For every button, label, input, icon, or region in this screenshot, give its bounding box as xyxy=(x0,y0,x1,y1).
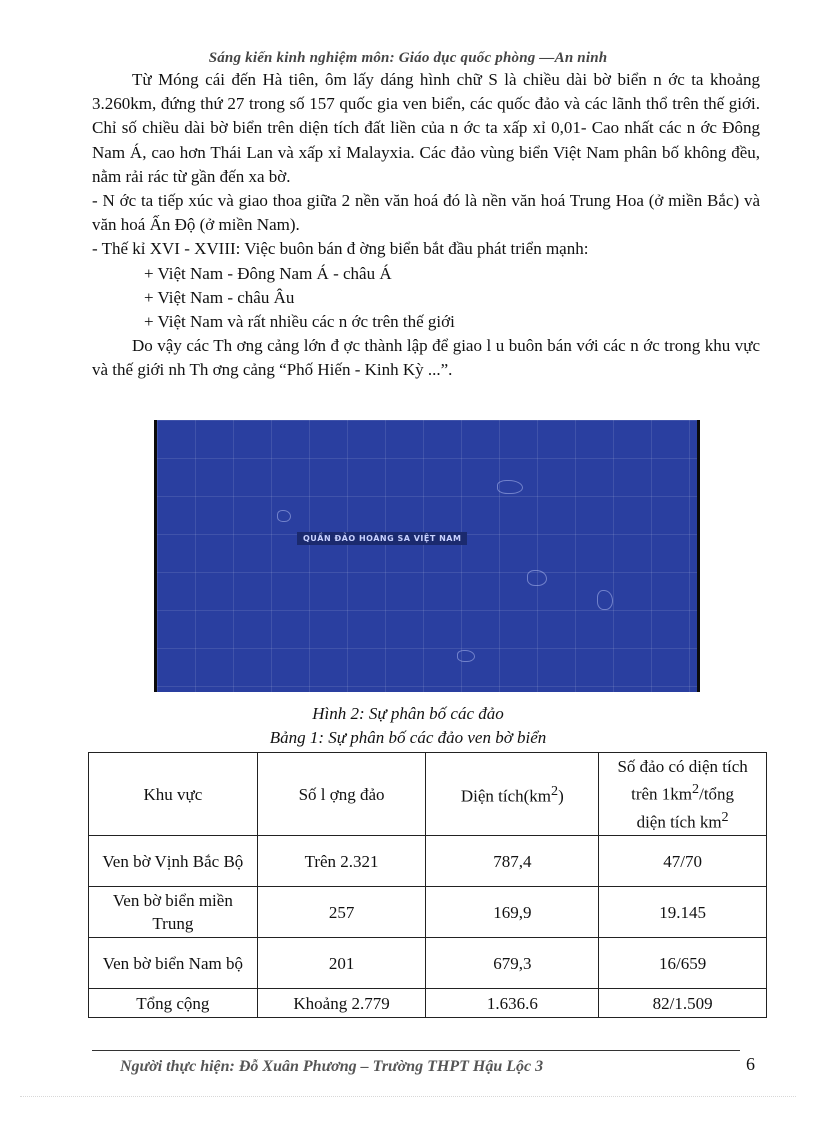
island-shape xyxy=(527,570,547,586)
cell-region: Ven bờ Vịnh Bắc Bộ xyxy=(89,836,258,887)
cell-area: 169,9 xyxy=(426,887,599,938)
table-row xyxy=(89,887,767,938)
page-header: Sáng kiến kinh nghiệm môn: Giáo dục quốc phòng —An ninh xyxy=(208,50,608,66)
cell-area: 787,4 xyxy=(426,836,599,887)
island-shape xyxy=(497,480,523,494)
page-edge-dotted-line xyxy=(20,1096,796,1097)
paragraph-ports: Do vậy các Th ơng cảng lớn đ ợc thành lập để giao l u buôn bán với các n ớc trong khu vực và thế giới nh Th ơng cảng “Phố Hiến - Kinh Kỳ ...”. xyxy=(92,336,760,380)
figure-caption: Hình 2: Sự phân bố các đảo xyxy=(312,704,504,723)
map-label: QUẦN ĐẢO HOÀNG SA VIỆT NAM xyxy=(297,532,467,545)
body-text xyxy=(92,68,760,383)
islands-map-figure xyxy=(154,420,700,692)
paragraph-culture: - N ớc ta tiếp xúc và giao thoa giữa 2 nền văn hoá đó là nền văn hoá Trung Hoa (ở miền Bắc) và văn hoá Ấn Độ (ở miền Nam). xyxy=(92,191,760,235)
table-row xyxy=(89,938,767,989)
table-row xyxy=(89,836,767,887)
trade-item-world: + Việt Nam và rất nhiều các n ớc trên thế giới xyxy=(144,312,455,332)
table-header-row xyxy=(89,753,767,836)
table-total-row xyxy=(89,989,767,1018)
header-count: Số l ợng đảo xyxy=(257,753,426,836)
cell-count: Khoảng 2.779 xyxy=(257,989,426,1018)
cell-ratio: 82/1.509 xyxy=(599,989,767,1018)
cell-area: 1.636.6 xyxy=(426,989,599,1018)
cell-region: Ven bờ biển miền Trung xyxy=(89,887,258,938)
cell-ratio: 16/659 xyxy=(599,938,767,989)
header-area: Diện $tích(km^2)$ xyxy=(426,753,599,836)
cell-ratio: 47/70 xyxy=(599,836,767,887)
header-ratio: Số đảo có diện tích trên $1km^2$/tổng diện tích $km^2$ xyxy=(599,753,767,836)
island-shape xyxy=(457,650,475,662)
page-number: 6 xyxy=(746,1054,755,1074)
header-region: Khu vực xyxy=(89,753,258,836)
footer-author: Người thực hiện: Đỗ Xuân Phương – Trường THPT Hậu Lộc 3 xyxy=(120,1058,544,1075)
island-shape xyxy=(597,590,613,610)
cell-area: 679,3 xyxy=(426,938,599,989)
cell-count: 201 xyxy=(257,938,426,989)
islands-table xyxy=(88,752,767,1018)
table-caption: Bảng 1: Sự phân bố các đảo ven bờ biển xyxy=(269,728,547,747)
cell-count: Trên 2.321 xyxy=(257,836,426,887)
trade-item-asia: + Việt Nam - Đông Nam Á - châu Á xyxy=(144,263,392,283)
cell-region: Ven bờ biển Nam bộ xyxy=(89,938,258,989)
paragraph-trade: - Thế kỉ XVI - XVIII: Việc buôn bán đ ờng biển bắt đầu phát triển mạnh: xyxy=(92,239,589,259)
footer-divider xyxy=(92,1050,740,1051)
cell-region: Tổng cộng xyxy=(89,989,258,1018)
cell-count: 257 xyxy=(257,887,426,938)
island-shape xyxy=(277,510,291,522)
paragraph-coastline: Từ Móng cái đến Hà tiên, ôm lấy dáng hình chữ S là chiều dài bờ biển n ớc ta khoảng 3.260km, đứng thứ 27 trong số 157 quốc gia ven biển, các quốc đảo và các lãnh thổ trên thế giới. Chỉ số chiều dài bờ biển trên diện tích đất liền của n ớc ta xấp xỉ 0,01- Cao nhất các n ớc Đông Nam Á, cao hơn Thái Lan và xấp xỉ Malayxia. Các đảo vùng biển Việt Nam phân bố không đều, nằm rải rác từ gần đến xa bờ. xyxy=(92,70,760,186)
cell-ratio: 19.145 xyxy=(599,887,767,938)
trade-item-europe: + Việt Nam - châu Âu xyxy=(144,287,295,307)
